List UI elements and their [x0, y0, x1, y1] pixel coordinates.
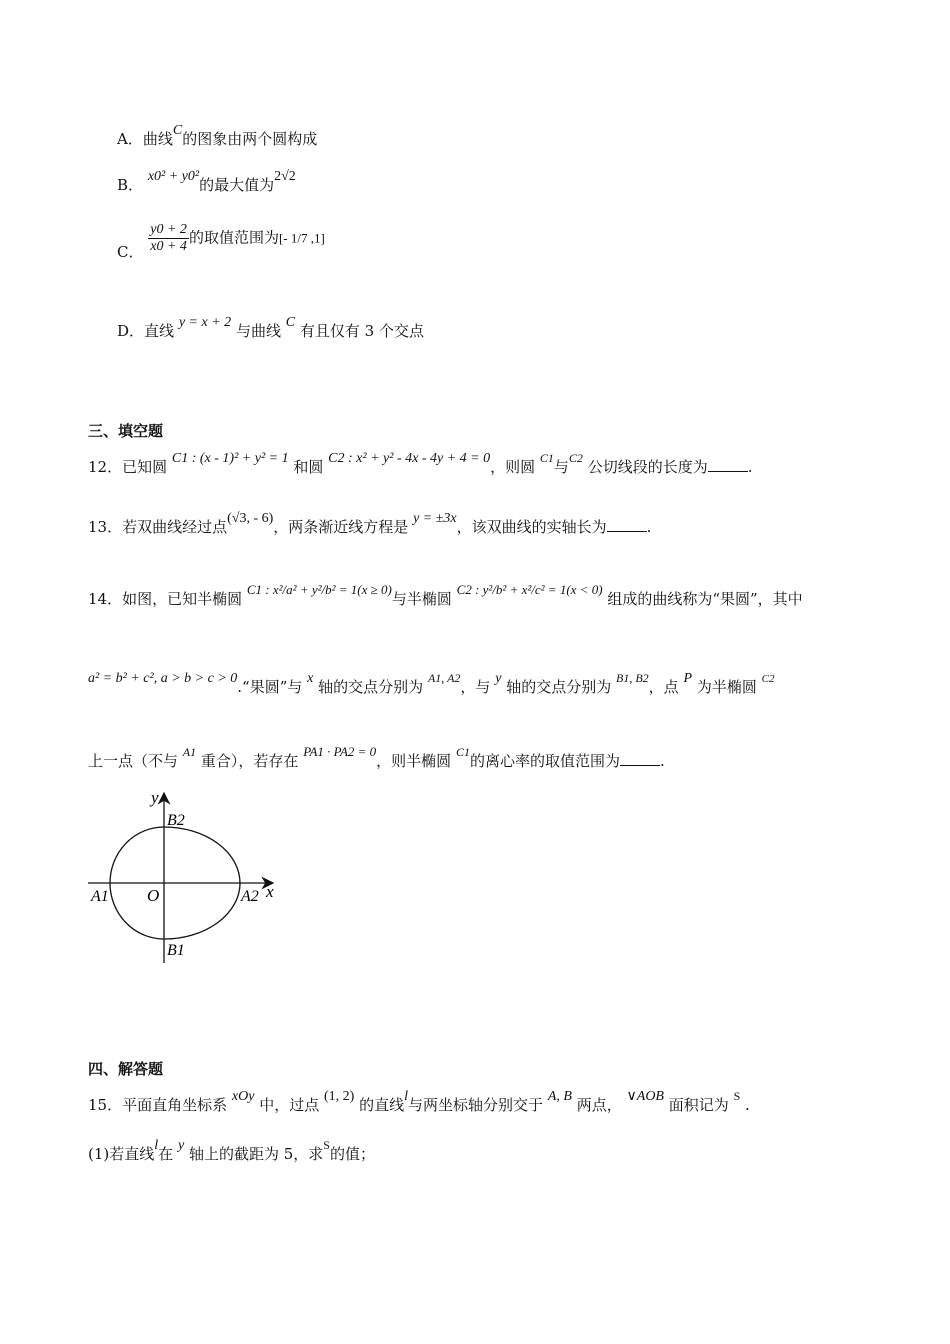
section-3-title: 三、填空题 [88, 422, 164, 440]
option-a-label: A． [117, 130, 143, 148]
q15-line-l: l [404, 1089, 409, 1104]
option-c-fraction [148, 222, 189, 255]
fruit-ellipse-figure [85, 785, 295, 970]
x-axis-label: x [266, 882, 274, 901]
q14-c2: C2 [761, 673, 775, 685]
option-b [117, 169, 296, 195]
q15-coordinate-system: xOy [231, 1089, 255, 1104]
question-13: 13．若双曲线经过点(√3, - 6)，两条渐近线方程是 y = ±3x，该双曲线的实轴长为 . [88, 511, 652, 536]
option-c-label: C． [117, 242, 144, 261]
q15-triangle: ∨AOB [626, 1089, 664, 1104]
option-c-range: [- 1/7 ,1] [278, 230, 325, 246]
q12-text2: 和圆 [293, 458, 324, 476]
option-a-text: 曲线 [142, 130, 173, 148]
q14-text1: 如图，已知半椭圆 [122, 590, 243, 608]
q14-text2: 与半椭圆 [391, 590, 452, 608]
q14-text6: ，与 [460, 678, 491, 696]
question-14 [88, 582, 803, 609]
q14-text4: .“果圆”与 [237, 678, 303, 696]
a2-label: A2 [241, 888, 259, 905]
q15-text3: 的直线 [359, 1096, 405, 1114]
option-d-var: C [285, 315, 296, 330]
q12-c1: C1 [539, 451, 554, 465]
option-d-eq: y = x + 2 [178, 315, 232, 330]
q13-text2: ，两条渐近线方程是 [273, 518, 409, 536]
b1-label: B1 [167, 942, 185, 959]
q14-number: 14． [88, 590, 123, 608]
q14-p: P [683, 671, 693, 686]
q14-text8: ，点 [648, 678, 679, 696]
q14-text13: 的离心率的取值范围为 [469, 752, 620, 770]
q14-a1: A1 [182, 745, 197, 759]
q15-text7: . [745, 1096, 750, 1114]
q12-text4: 与 [553, 458, 569, 476]
q15-1-y: y [177, 1138, 185, 1153]
q15-1-text1: (1)若直线 [88, 1145, 155, 1163]
option-c-text: 的取值范围为 [188, 228, 279, 247]
q14-text10: 上一点（不与 [88, 752, 179, 770]
option-a-var: C [172, 123, 183, 138]
option-d [117, 315, 424, 341]
q13-text3: ，该双曲线的实轴长为 [456, 518, 607, 536]
a1-label: A1 [91, 888, 109, 905]
q12-text5: 公切线段的长度为 [587, 458, 708, 476]
q15-number: 15． [88, 1096, 123, 1114]
q12-c1-equation: C1 : (x - 1)² + y² = 1 [171, 451, 289, 466]
q12-c2: C2 [568, 451, 583, 465]
q14-text12: ，则半椭圆 [376, 752, 452, 770]
option-b-value: 2√2 [274, 169, 296, 184]
q12-text3: ，则圆 [490, 458, 536, 476]
q14-text7: 轴的交点分别为 [506, 678, 612, 696]
q15-text2: 中，过点 [259, 1096, 320, 1114]
q14-b1-b2: B1, B2 [616, 671, 649, 685]
option-d-label: D． [117, 322, 145, 340]
q12-text1: 已知圆 [122, 458, 168, 476]
question-14-line3: 上一点（不与 $^{A1}$ 重合），若存在 PA1 · PA2 = 0，则半椭圆 $^{C1}$的离心率的取值范围为 . [88, 744, 665, 770]
q15-1-line-l: l [154, 1138, 159, 1153]
option-c-num: y0 + 2 [150, 222, 187, 237]
q12-c2-equation: C2 : x² + y² - 4x - 4y + 4 = 0 [328, 451, 491, 466]
q15-text1: 平面直角坐标系 [122, 1096, 228, 1114]
q15-1-text4: 的值； [329, 1145, 375, 1163]
option-a-text2: 的图象由两个圆构成 [182, 130, 318, 148]
q13-number: 13． [88, 518, 123, 536]
q14-text11: 重合），若存在 [200, 752, 299, 770]
q14-text9: 为半椭圆 [696, 678, 757, 696]
origin-label: O [147, 886, 160, 905]
option-b-text: 的最大值为 [199, 176, 275, 194]
q12-number: 12． [88, 458, 123, 476]
q14-text3: 组成的曲线称为“果圆”，其中 [607, 590, 803, 608]
q15-text6: 面积记为 [668, 1096, 729, 1114]
option-b-expr: x0² + y0² [147, 169, 200, 184]
b2-label: B2 [167, 812, 185, 829]
q14-condition: a² = b² + c², a > b > c > 0 [88, 671, 238, 686]
q15-text5: 两点， [576, 1096, 622, 1114]
q13-asymptote: y = ±3x [413, 511, 457, 526]
q14-x-var: x [307, 671, 314, 686]
q14-c1: C1 [455, 745, 470, 759]
q13-text1: 若双曲线经过点 [122, 518, 228, 536]
option-c-den: x0 + 4 [150, 239, 187, 254]
question-15 [88, 1089, 750, 1115]
q15-area-s: S [733, 1089, 741, 1103]
q15-points-ab: A, B [547, 1089, 572, 1104]
q14-answer-blank[interactable] [620, 753, 660, 766]
question-12: 12．已知圆 C1 : (x - 1)² + y² = 1 和圆 C2 : x² + y² - 4x - 4y + 4 = 0，则圆 $^{C1}$与$^{C2}$ 公切线段的长度为 . [88, 451, 753, 476]
q14-c1-equation: C1 : x²/a² + y²/b² = 1(x ≥ 0) [246, 582, 392, 597]
option-d-text2: 与曲线 [235, 322, 281, 340]
q13-answer-blank[interactable] [607, 519, 647, 532]
q14-y-var: y [495, 671, 502, 686]
option-c [117, 222, 325, 261]
option-d-text1: 直线 [144, 322, 175, 340]
q14-dot-product: PA1 · PA2 = 0 [303, 744, 377, 759]
q14-a1-a2: A1, A2 [427, 671, 461, 685]
q14-c2-equation: C2 : y²/b² + x²/c² = 1(x < 0) [456, 582, 603, 597]
section-4-title: 四、解答题 [88, 1060, 164, 1078]
q15-point: (1, 2) [324, 1089, 355, 1104]
option-a [117, 123, 318, 149]
q15-1-area-s: S [323, 1138, 330, 1152]
q15-1-text3: 轴上的截距为 5，求 [188, 1145, 324, 1163]
y-axis-label: y [151, 788, 159, 807]
q13-point: (√3, - 6) [227, 511, 274, 526]
q15-text4: 与两坐标轴分别交于 [408, 1096, 544, 1114]
q12-answer-blank[interactable] [708, 459, 748, 472]
option-b-label: B． [117, 176, 144, 194]
q14-text5: 轴的交点分别为 [318, 678, 424, 696]
option-d-text3: 有且仅有 3 个交点 [299, 322, 424, 340]
question-14-line2 [88, 671, 775, 697]
question-15-part-1 [88, 1138, 375, 1164]
q15-1-text2: 在 [158, 1145, 174, 1163]
